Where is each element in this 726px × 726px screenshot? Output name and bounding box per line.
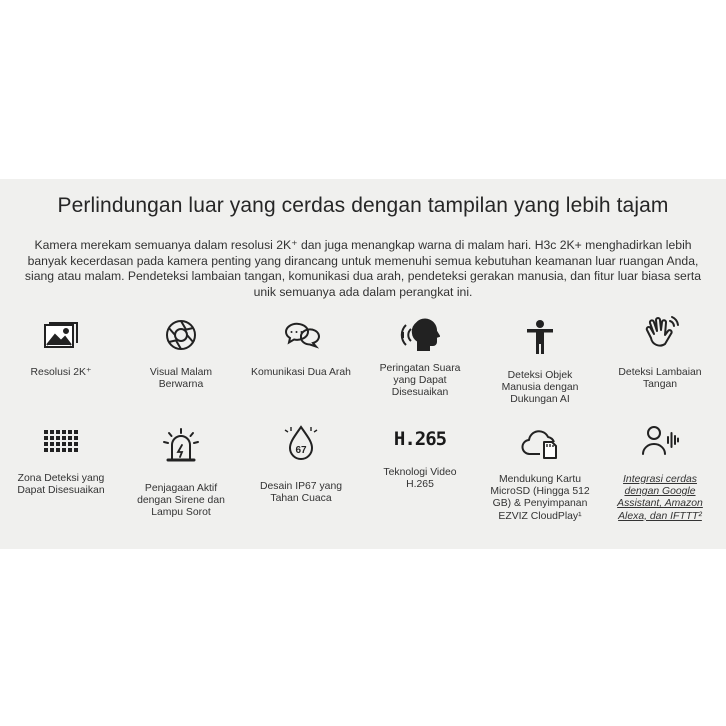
feature-label: Penjagaan Aktif dengan Sirene dan Lampu Sorot [137, 483, 225, 519]
smart-integration-link[interactable]: Integrasi cerdas dengan Google Assistant, Amazon Alexa, dan IFTTT² [617, 474, 703, 522]
aperture-icon [161, 315, 201, 355]
section-title: Perlindungan luar yang cerdas dengan tampilan yang lebih tajam [57, 194, 669, 217]
feature-label: Deteksi Lambaian Tangan [618, 367, 702, 391]
ip67-text: 67 [295, 445, 307, 456]
feature-label: Peringatan Suara yang Dapat Disesuaikan [379, 363, 461, 399]
photo-gallery-icon [41, 315, 81, 355]
voice-assistant-icon [640, 420, 680, 460]
feature-label: Komunikasi Dua Arah [251, 367, 351, 378]
feature-label: Deteksi Objek Manusia dengan Dukungan AI [501, 370, 579, 406]
feature-label: Desain IP67 yang Tahan Cuaca [259, 481, 343, 505]
h265-text-icon: H.265 [393, 428, 447, 450]
feature-label: Visual Malam Berwarna [149, 367, 213, 391]
ip67-drop-icon [281, 423, 321, 463]
siren-icon [161, 427, 201, 467]
chat-bubbles-icon [281, 315, 321, 355]
waving-hand-icon [640, 315, 680, 355]
feature-label: Zona Deteksi yang Dapat Disesuaikan [17, 473, 105, 497]
grid-zone-icon [41, 423, 81, 463]
feature-label: Resolusi 2K⁺ [30, 367, 92, 378]
voice-head-icon [400, 315, 440, 355]
feature-label: Mendukung Kartu MicroSD (Hingga 512 GB) & Penyimpanan EZVIZ CloudPlay¹ [490, 474, 590, 522]
section-description: Kamera merekam semuanya dalam resolusi 2K⁺ dan juga menangkap warna di malam hari. H3c 2K+ menghadirkan lebih banyak kecerdasan pada kamera penting yang dirancang untuk memenuhi semua kebutuhan keamanan luar ruangan Anda, siang atau malam. Pendeteksi lambaian tangan, komunikasi dua arah, pendeteksi gerakan manusia, dan fitur luar biasa serta unik semuanya ada dalam perangkat ini. [24, 238, 702, 299]
human-figure-icon [520, 318, 560, 358]
feature-label: Teknologi Video H.265 [383, 467, 457, 491]
cloud-sd-card-icon [520, 424, 560, 464]
